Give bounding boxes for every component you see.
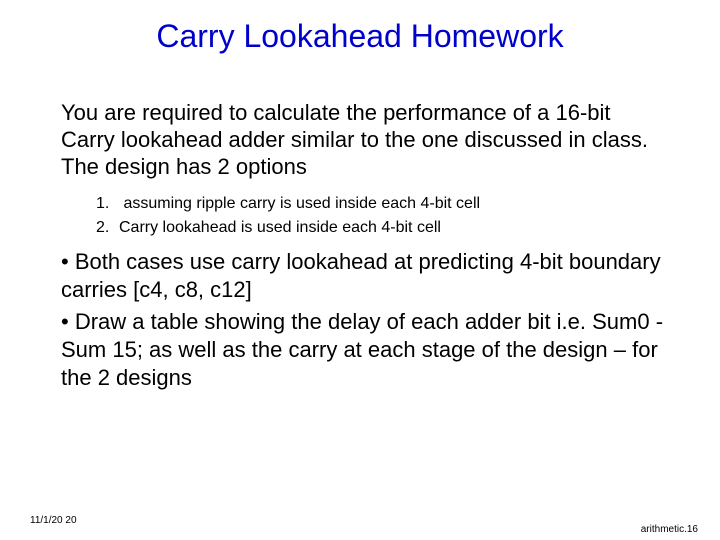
intro-paragraph: You are required to calculate the performance of a 16-bit Carry lookahead adder similar to the one discussed in class. The design has 2 options	[61, 100, 648, 179]
option-item	[96, 216, 656, 240]
bullet-list	[61, 248, 671, 396]
bullet-item: • Draw a table showing the delay of each adder bit i.e. Sum0 - Sum 15; as well as the carry at each stage of the design – for the 2 designs	[61, 309, 664, 390]
option-item	[96, 192, 656, 216]
bullet-item: • Both cases use carry lookahead at predicting 4-bit boundary carries [c4, c8, c12]	[61, 249, 661, 302]
option-text: assuming ripple carry is used inside each 4-bit cell	[119, 195, 481, 212]
option-number: 2.	[96, 219, 110, 236]
options-list	[96, 192, 656, 240]
option-number: 1.	[96, 195, 110, 212]
footer-date: 11/1/20 20	[30, 515, 77, 526]
footer-page-number: arithmetic.16	[640, 524, 698, 535]
slide-title: Carry Lookahead Homework	[156, 18, 564, 54]
option-text: Carry lookahead is used inside each 4-bit cell	[119, 219, 441, 236]
